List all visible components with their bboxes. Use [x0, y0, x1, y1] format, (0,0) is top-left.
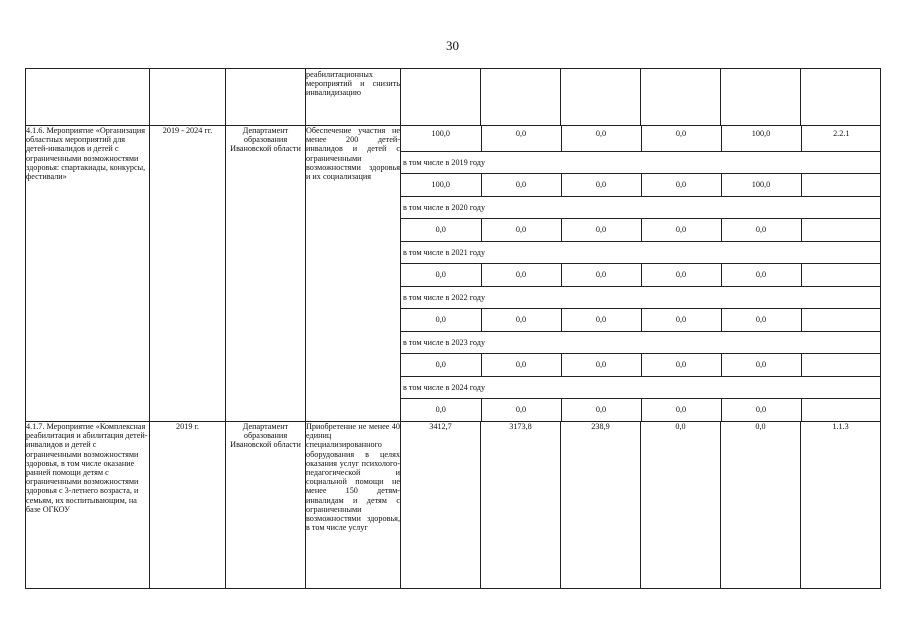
value-cell: 3412,7 [401, 422, 481, 589]
executor-cell: Департамент образования Ивановской области [226, 422, 306, 589]
code-cell: 2.2.1 [801, 126, 881, 152]
value-cell: 0,0 [641, 219, 721, 242]
result-cell: Обеспечение участия не менее 200 детей-инвалидов и детей с ограниченными возможностями здоровья и их социализация [306, 126, 401, 422]
value-cell: 0,0 [561, 264, 641, 287]
table-row [26, 69, 881, 126]
result-cell: реабилитационных мероприятий и снизить инвалидизацию [306, 69, 401, 126]
year-values-row [401, 354, 881, 377]
value-cell: 0,0 [561, 354, 641, 377]
value-cell: 0,0 [641, 354, 721, 377]
measure-name: 4.1.6. Мероприятие «Организация областных мероприятий для детей-инвалидов и детей с ограниченными возможностями здоровья: спартакиады, конкурсы, фестивали» [26, 126, 150, 422]
code-cell: 1.1.3 [801, 422, 881, 589]
value-cell: 0,0 [481, 126, 561, 152]
value-cell: 0,0 [481, 354, 561, 377]
period-cell: 2019 г. [150, 422, 226, 589]
executor-cell: Департамент образования Ивановской области [226, 126, 306, 422]
period-cell: 2019 - 2024 гг. [150, 126, 226, 422]
value-cell: 100,0 [401, 174, 481, 197]
program-table [25, 68, 881, 589]
value-cell: 100,0 [721, 126, 801, 152]
value-cell: 0,0 [641, 309, 721, 332]
value-cell: 100,0 [721, 174, 801, 197]
value-cell: 0,0 [401, 219, 481, 242]
value-cell: 0,0 [561, 309, 641, 332]
value-cell: 0,0 [481, 399, 561, 422]
value-cell: 0,0 [481, 309, 561, 332]
year-label: в том числе в 2024 году [401, 377, 881, 399]
value-cell: 0,0 [721, 264, 801, 287]
values-block [401, 126, 881, 422]
year-values-row [401, 264, 881, 287]
value-cell: 0,0 [401, 264, 481, 287]
value-cell: 0,0 [641, 174, 721, 197]
value-cell: 0,0 [481, 264, 561, 287]
total-row [401, 126, 881, 152]
value-cell: 0,0 [401, 309, 481, 332]
value-cell: 0,0 [641, 399, 721, 422]
value-cell: 100,0 [401, 126, 481, 152]
year-values-row [401, 219, 881, 242]
year-label: в том числе в 2022 году [401, 287, 881, 309]
value-cell: 0,0 [721, 354, 801, 377]
year-label: в том числе в 2019 году [401, 152, 881, 174]
value-cell: 0,0 [401, 354, 481, 377]
value-cell: 0,0 [481, 174, 561, 197]
year-label: в том числе в 2023 году [401, 332, 881, 354]
table-row [26, 422, 881, 589]
measure-name: 4.1.7. Мероприятие «Комплексная реабилитация и абилитация детей-инвалидов и детей с ограниченными возможностями здоровья, в том числе оказание ранней помощи детям с ограниченными возможностями здоровья с 3-летнего возраста, и семьям, их воспитывающим, на базе ОГКОУ [26, 422, 150, 589]
year-values-row [401, 399, 881, 422]
value-cell: 3173,8 [481, 422, 561, 589]
page-number: 30 [446, 38, 459, 53]
value-cell: 0,0 [721, 422, 801, 589]
value-cell: 0,0 [721, 309, 801, 332]
table-row [26, 126, 881, 422]
value-cell: 0,0 [641, 264, 721, 287]
year-values-row [401, 309, 881, 332]
year-label: в том числе в 2020 году [401, 197, 881, 219]
value-cell: 0,0 [561, 174, 641, 197]
value-cell: 0,0 [641, 422, 721, 589]
result-cell: Приобретение не менее 40 единиц специализированного оборудования в целях оказания услуг психолого-педагогической и социальной помощи не менее 150 детям-инвалидам и детям с ограниченными возможностями здоровья, в том числе услуг [306, 422, 401, 589]
year-values-row [401, 174, 881, 197]
value-cell: 0,0 [561, 219, 641, 242]
value-cell: 0,0 [641, 126, 721, 152]
value-cell: 0,0 [481, 219, 561, 242]
value-cell: 0,0 [401, 399, 481, 422]
year-label: в том числе в 2021 году [401, 242, 881, 264]
value-cell: 0,0 [561, 399, 641, 422]
value-cell: 0,0 [721, 399, 801, 422]
value-cell: 0,0 [561, 126, 641, 152]
value-cell: 0,0 [721, 219, 801, 242]
value-cell: 238,9 [561, 422, 641, 589]
